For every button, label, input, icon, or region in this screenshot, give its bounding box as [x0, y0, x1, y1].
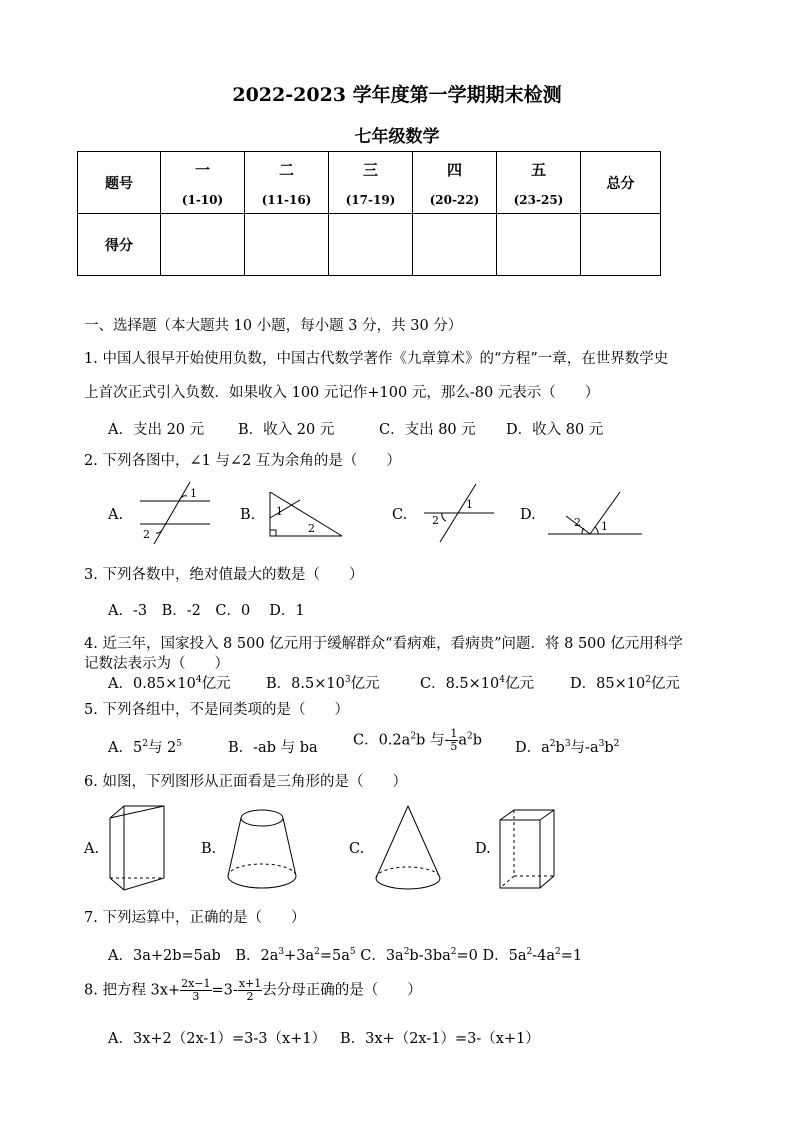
q2-stem: 2. 下列各图中，∠1 与∠2 互为余角的是（ ）: [84, 453, 401, 469]
q4-option-b[interactable]: B．$8.5\times 10^3$亿元: [266, 675, 380, 692]
q8-option-b[interactable]: B．3x+（2x-1）=3-（x+1）: [340, 1031, 540, 1047]
svg-text:2: 2: [574, 516, 581, 529]
q1-option-c[interactable]: C．支出 80 元: [379, 422, 476, 438]
q4-option-d[interactable]: D．$85\times 10^2$亿元: [570, 675, 680, 692]
exam-title: 2022-2023 学年度第一学期期末检测: [232, 84, 562, 106]
q1-line1: 1. 中国人很早开始使用负数，中国古代数学著作《九章算术》的“方程”一章，在世界数学史: [84, 351, 669, 367]
score-col-4: 四 (20-22): [413, 152, 497, 214]
q6-figure-prism: [104, 802, 170, 894]
score-col-2: 二 (11-16): [245, 152, 329, 214]
svg-text:1: 1: [466, 498, 473, 511]
q5-option-b[interactable]: B．-ab 与 ba: [228, 740, 318, 756]
score-cell[interactable]: [497, 214, 581, 276]
q7-option-b[interactable]: B．$2a^3+3a^2=5a^5$: [235, 947, 356, 964]
svg-text:2: 2: [308, 522, 315, 535]
q6-stem: 6. 如图，下列图形从正面看是三角形的是（ ）: [84, 774, 407, 790]
q7-stem: 7. 下列运算中，正确的是（ ）: [84, 910, 306, 926]
q7-option-c[interactable]: C．$3a^2b-3ba^2=0$: [355, 947, 478, 964]
q3-options[interactable]: A．-3 B．-2 C．0 D．1: [108, 603, 305, 619]
q6-option-b[interactable]: B.: [201, 841, 217, 857]
row-label-number: 题号: [78, 152, 161, 214]
svg-text:2: 2: [143, 528, 150, 541]
q5-option-c[interactable]: C．$0.2a^2b$ 与- $\frac{1}{5}$ $a^2b$: [353, 727, 483, 753]
section-1-title: 一、选择题（本大题共 10 小题，每小题 3 分，共 30 分）: [84, 318, 463, 334]
q7-option-d[interactable]: D．$5a^2-4a^2=1$: [477, 947, 583, 964]
q5-option-d[interactable]: D．$a^2b^3$与$-a^3b^2$: [515, 739, 620, 756]
svg-text:1: 1: [276, 505, 283, 518]
score-col-3: 三 (17-19): [329, 152, 413, 214]
score-cell[interactable]: [581, 214, 661, 276]
q4-option-c[interactable]: C．$8.5\times 10^4$亿元: [420, 675, 534, 692]
q7-options[interactable]: [108, 944, 582, 965]
q2-option-b[interactable]: B.: [240, 507, 256, 523]
q6-figure-cuboid: [496, 806, 560, 892]
score-col-1: 一 (1-10): [161, 152, 245, 214]
q6-figure-frustum: [222, 806, 302, 892]
q6-figure-cone: [370, 802, 446, 892]
q2-option-d[interactable]: D.: [520, 507, 536, 523]
q2-option-a[interactable]: A.: [108, 507, 124, 523]
q2-figure-d: [546, 484, 644, 540]
q1-option-a[interactable]: A．支出 20 元: [108, 422, 205, 438]
q3-stem: 3. 下列各数中，绝对值最大的数是（ ）: [84, 567, 364, 583]
q8-option-a[interactable]: A．3x+2（2x-1）=3-3（x+1）: [108, 1031, 327, 1047]
q8-stem: 8. 把方程 3x+ $\frac{2x-1}{3}$ =3- $\frac{x+1}{2}$ 去分母正确的是（ ）: [84, 977, 422, 1003]
q1-line2: 上首次正式引入负数．如果收入 100 元记作+100 元，那么-80 元表示（ ）: [84, 385, 600, 401]
svg-text:2: 2: [432, 514, 439, 527]
q2-figure-b: [262, 488, 346, 540]
q4-line1: 4. 近三年，国家投入 8 500 亿元用于缓解群众“看病难，看病贵”问题．将 8 500 亿元用科学: [84, 636, 683, 652]
q1-option-d[interactable]: D．收入 80 元: [506, 422, 604, 438]
total-label: 总分: [581, 152, 661, 214]
score-table: [77, 151, 661, 276]
q4-line2: 记数法表示为（ ）: [84, 656, 229, 672]
q5-stem: 5. 下列各组中，不是同类项的是（ ）: [84, 702, 349, 718]
score-cell[interactable]: [245, 214, 329, 276]
svg-text:1: 1: [190, 487, 197, 500]
score-cell[interactable]: [329, 214, 413, 276]
q2-option-c[interactable]: C.: [392, 507, 408, 523]
q2-figure-a: [132, 478, 212, 548]
svg-text:1: 1: [601, 520, 608, 533]
score-cell[interactable]: [413, 214, 497, 276]
q5-option-a[interactable]: A．$5^2$与 $2^5$: [108, 739, 183, 756]
q1-option-b[interactable]: B．收入 20 元: [238, 422, 335, 438]
q6-option-d[interactable]: D.: [475, 841, 491, 857]
q2-figure-c: [420, 480, 498, 546]
exam-subtitle: 七年级数学: [354, 127, 440, 147]
score-col-5: 五 (23-25): [497, 152, 581, 214]
q6-option-c[interactable]: C.: [349, 841, 365, 857]
q4-option-a[interactable]: A．$0.85\times 10^4$亿元: [108, 675, 231, 692]
row-label-score: 得分: [78, 214, 161, 276]
q7-option-a[interactable]: A．3a+2b=5ab: [108, 948, 236, 964]
score-cell[interactable]: [161, 214, 245, 276]
q6-option-a[interactable]: A.: [84, 841, 100, 857]
